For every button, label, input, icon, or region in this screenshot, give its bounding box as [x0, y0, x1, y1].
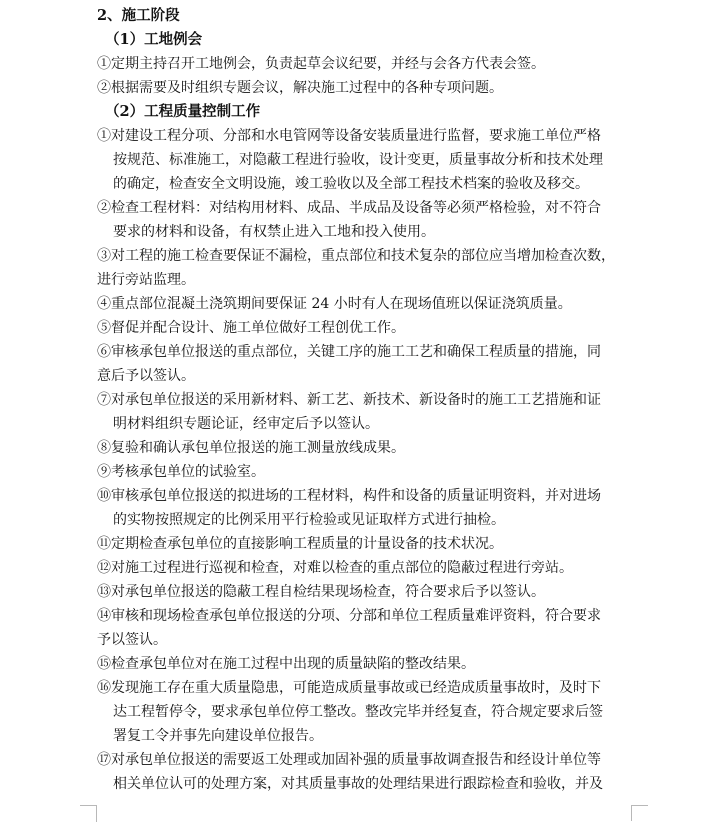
- subsection-heading-meetings: （1）工地例会: [105, 31, 203, 48]
- paragraph-line: ⑦对承包单位报送的采用新材料、新工艺、新技术、新设备时的施工工艺措施和证: [97, 392, 601, 408]
- paragraph-line: ⑪定期检查承包单位的直接影响工程质量的计量设备的技术状况。: [97, 536, 503, 552]
- paragraph-line: ⑤督促并配合设计、施工单位做好工程创优工作。: [97, 320, 405, 336]
- paragraph-line: ②根据需要及时组织专题会议，解决施工过程中的各种专项问题。: [97, 80, 503, 96]
- page-corner-mark-right: [631, 805, 632, 821]
- paragraph-line: ⑨考核承包单位的试验室。: [97, 464, 265, 480]
- paragraph-line: ①定期主持召开工地例会，负责起草会议纪要，并经与会各方代表会签。: [97, 56, 545, 72]
- document-body: [97, 4, 625, 796]
- paragraph-line: 相关单位认可的处理方案，对其质量事故的处理结果进行跟踪检查和验收，并及: [113, 776, 603, 792]
- paragraph-line: ②检查工程材料：对结构用材料、成品、半成品及设备等必须严格检验，对不符合: [97, 200, 601, 216]
- page-corner-mark-left: [96, 805, 97, 822]
- paragraph-line: ⑮检查承包单位对在施工过程中出现的质量缺陷的整改结果。: [97, 656, 475, 672]
- paragraph-line: ⑧复验和确认承包单位报送的施工测量放线成果。: [97, 440, 405, 456]
- paragraph-line: 达工程暂停令，要求承包单位停工整改。整改完毕并经复查，符合规定要求后签: [113, 704, 603, 720]
- paragraph-line: ⑭审核和现场检查承包单位报送的分项、分部和单位工程质量难评资料，符合要求: [97, 608, 601, 624]
- paragraph-line: ①对建设工程分项、分部和水电管网等设备安装质量进行监督，要求施工单位严格: [97, 128, 601, 144]
- paragraph-line: 要求的材料和设备，有权禁止进入工地和投入使用。: [113, 224, 435, 240]
- paragraph-line: ⑯发现施工存在重大质量隐患，可能造成质量事故或已经造成质量事故时，及时下: [97, 680, 601, 696]
- paragraph-line: 明材料组织专题论证，经审定后予以签认。: [113, 416, 379, 432]
- paragraph-line: ⑥审核承包单位报送的重点部位，关键工序的施工工艺和确保工程质量的措施，同: [97, 344, 601, 360]
- paragraph-line: ⑬对承包单位报送的隐蔽工程自检结果现场检查，符合要求后予以签认。: [97, 584, 545, 600]
- paragraph-line: ⑫对施工过程进行巡视和检查，对难以检查的重点部位的隐蔽过程进行旁站。: [97, 560, 573, 576]
- paragraph-line: ④重点部位混凝土浇筑期间要保证 24 小时有人在现场值班以保证浇筑质量。: [97, 296, 572, 312]
- paragraph-line: 进行旁站监理。: [97, 272, 195, 288]
- paragraph-line: 的确定，检查安全文明设施，竣工验收以及全部工程技术档案的验收及移交。: [113, 176, 589, 192]
- quality-control-list: [97, 124, 625, 796]
- paragraph-line: 予以签认。: [97, 632, 167, 648]
- section-title: 2、施工阶段: [97, 7, 180, 24]
- paragraph-line: ③对工程的施工检查要保证不漏检，重点部位和技术复杂的部位应当增加检查次数，: [97, 248, 615, 264]
- paragraph-line: ⑩审核承包单位报送的拟进场的工程材料，构件和设备的质量证明资料，并对进场: [97, 488, 601, 504]
- paragraph-line: 署复工令并事先向建设单位报告。: [113, 728, 323, 744]
- subsection-heading-quality-control: （2）工程质量控制工作: [105, 103, 261, 120]
- paragraph-line: 按规范、标准施工，对隐蔽工程进行验收，设计变更，质量事故分析和技术处理: [113, 152, 603, 168]
- paragraph-line: 意后予以签认。: [97, 368, 195, 384]
- paragraph-line: ⑰对承包单位报送的需要返工处理或加固补强的质量事故调查报告和经设计单位等: [97, 752, 601, 768]
- paragraph-line: 的实物按照规定的比例采用平行检验或见证取样方式进行抽检。: [113, 512, 505, 528]
